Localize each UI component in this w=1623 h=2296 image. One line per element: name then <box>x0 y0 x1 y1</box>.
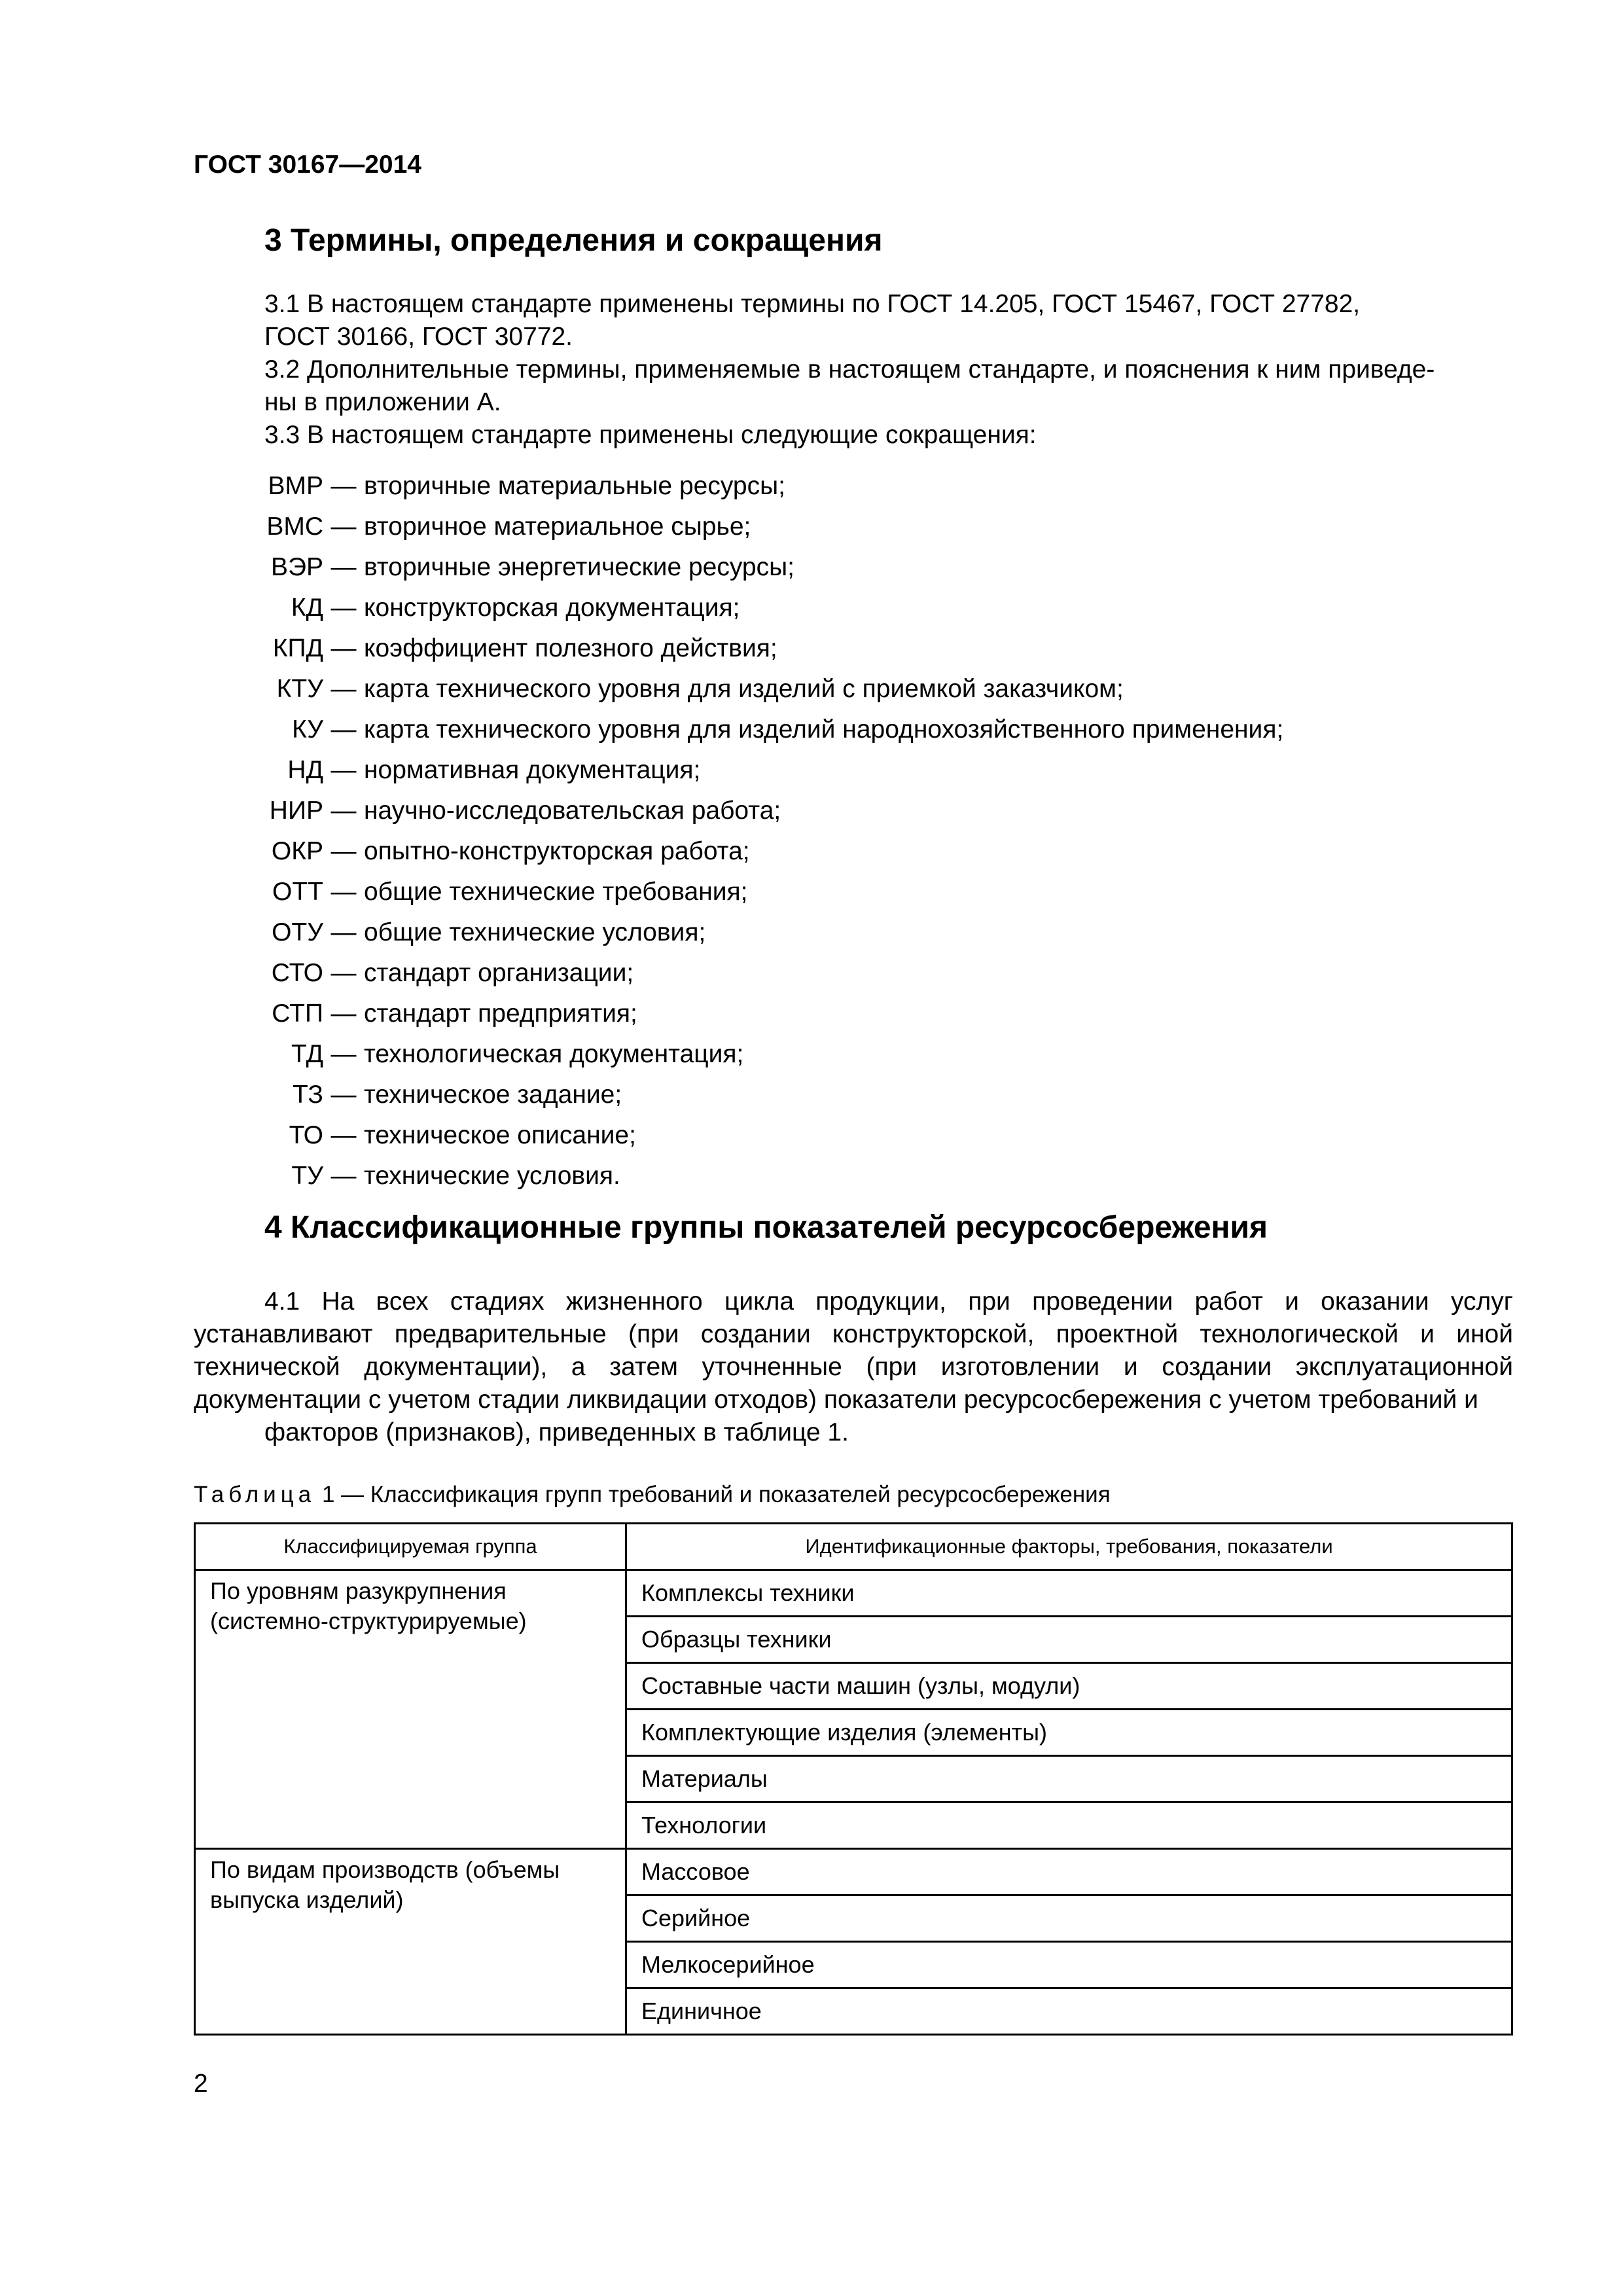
abbreviation-item <box>194 507 1513 547</box>
abbreviation-item <box>194 953 1513 994</box>
table-1 <box>194 1522 1513 2036</box>
abbreviation-definition: технические условия. <box>364 1162 620 1190</box>
paragraph-4-1-last: факторов (признаков), приведенных в таблице 1. <box>264 1418 849 1446</box>
abbreviation-definition: техническое описание; <box>364 1121 636 1149</box>
table-body <box>195 1570 1512 2035</box>
abbreviation-dash: — <box>330 999 357 1028</box>
abbreviation-code: ОТУ <box>272 918 323 946</box>
abbreviation-code: ОТТ <box>272 878 323 906</box>
abbreviation-dash: — <box>330 797 357 825</box>
abbreviation-list <box>194 466 1513 1196</box>
table-group-cell: По уровням разукрупнения (системно-структурируемые) <box>195 1570 626 1849</box>
paragraph-4-1-main: 4.1 На всех стадиях жизненного цикла продукции, при проведении работ и оказании услуг устанавливают предварительные (при создании конструкторской, проектной технологической и иной технической документации), а затем уточненные (при изготовлении и создании эксплуатационной документации с учетом стадии ликвидации отходов) показатели ресурсосбережения с учетом требований и <box>194 1287 1513 1414</box>
document-header: ГОСТ 30167—2014 <box>194 151 421 179</box>
abbreviation-definition: технологическая документация; <box>364 1040 744 1068</box>
abbreviation-definition: общие технические требования; <box>364 878 748 906</box>
table-header-factors: Идентификационные факторы, требования, показатели <box>626 1524 1512 1570</box>
abbreviation-dash: — <box>330 512 357 541</box>
abbreviation-dash: — <box>330 837 357 865</box>
abbreviation-definition: стандарт организации; <box>364 959 634 987</box>
paragraph-3-1-last: ГОСТ 30166, ГОСТ 30772. <box>264 323 573 351</box>
abbreviation-dash: — <box>330 1162 357 1190</box>
abbreviation-item <box>194 669 1513 709</box>
abbreviation-definition: нормативная документация; <box>364 756 701 784</box>
table-1-caption <box>194 1480 1111 1509</box>
abbreviation-definition: стандарт предприятия; <box>364 999 637 1028</box>
abbreviation-definition: карта технического уровня для изделий с приемкой заказчиком; <box>364 675 1124 703</box>
abbreviation-item <box>194 709 1513 750</box>
abbreviation-code: СТП <box>272 999 323 1028</box>
page-number: 2 <box>194 2070 208 2098</box>
table-factor-cell: Мелкосерийное <box>626 1942 1512 1988</box>
abbreviation-code: ОКР <box>271 837 323 865</box>
abbreviation-code: ВМС <box>266 512 323 541</box>
paragraph-3-1 <box>194 288 1513 353</box>
abbreviation-item <box>194 750 1513 791</box>
section-3-title: 3 Термины, определения и сокращения <box>264 223 883 258</box>
abbreviation-dash: — <box>330 715 357 744</box>
abbreviation-dash: — <box>330 1040 357 1068</box>
abbreviation-item <box>194 1115 1513 1156</box>
abbreviation-code: ТД <box>291 1040 323 1068</box>
abbreviation-dash: — <box>330 959 357 987</box>
abbreviation-item <box>194 791 1513 831</box>
table-factor-cell: Единичное <box>626 1988 1512 2035</box>
table-row <box>195 1570 1512 1617</box>
abbreviation-definition: общие технические условия; <box>364 918 706 946</box>
section-4-title: 4 Классификационные группы показателей ресурсосбережения <box>264 1210 1268 1245</box>
abbreviation-definition: конструкторская документация; <box>364 594 740 622</box>
paragraph-3-3: 3.3 В настоящем стандарте применены следующие сокращения: <box>264 421 1037 449</box>
abbreviation-dash: — <box>330 594 357 622</box>
abbreviation-item <box>194 1034 1513 1075</box>
abbreviation-code: ТО <box>289 1121 323 1149</box>
abbreviation-item <box>194 588 1513 628</box>
abbreviation-dash: — <box>330 918 357 946</box>
paragraph-3-1-main: 3.1 В настоящем стандарте применены термины по ГОСТ 14.205, ГОСТ 15467, ГОСТ 27782, <box>264 290 1361 318</box>
abbreviation-code: ВМР <box>268 472 323 500</box>
abbreviation-item <box>194 628 1513 669</box>
paragraph-3-2 <box>194 353 1513 419</box>
abbreviation-item <box>194 1156 1513 1196</box>
paragraph-3-2-main: 3.2 Дополнительные термины, применяемые в настоящем стандарте, и пояснения к ним приведе- <box>264 355 1435 384</box>
table-factor-cell: Серийное <box>626 1895 1512 1942</box>
abbreviation-dash: — <box>330 1081 357 1109</box>
table-header-row <box>195 1524 1512 1570</box>
paragraph-3-2-last: ны в приложении А. <box>264 388 501 416</box>
table-factor-cell: Технологии <box>626 1803 1512 1849</box>
table-factor-cell: Комплектующие изделия (элементы) <box>626 1710 1512 1756</box>
abbreviation-dash: — <box>330 472 357 500</box>
abbreviation-dash: — <box>330 756 357 784</box>
table-caption-text: 1 — Классификация групп требований и показателей ресурсосбережения <box>315 1482 1111 1507</box>
table-factor-cell: Образцы техники <box>626 1617 1512 1663</box>
abbreviation-code: КД <box>291 594 323 622</box>
abbreviation-code: ВЭР <box>270 553 323 581</box>
abbreviation-item <box>194 994 1513 1034</box>
abbreviation-definition: техническое задание; <box>364 1081 622 1109</box>
abbreviation-item <box>194 547 1513 588</box>
abbreviation-definition: карта технического уровня для изделий народнохозяйственного применения; <box>364 715 1284 744</box>
abbreviation-code: ТУ <box>291 1162 323 1190</box>
abbreviation-code: НИР <box>269 797 323 825</box>
abbreviation-code: СТО <box>271 959 323 987</box>
table-factor-cell: Массовое <box>626 1849 1512 1895</box>
abbreviation-definition: вторичное материальное сырье; <box>364 512 751 541</box>
abbreviation-definition: вторичные материальные ресурсы; <box>364 472 785 500</box>
table-caption-label: Таблица <box>194 1482 316 1507</box>
table-row <box>195 1849 1512 1895</box>
paragraph-4-1 <box>194 1285 1513 1449</box>
abbreviation-item <box>194 466 1513 507</box>
table-factor-cell: Комплексы техники <box>626 1570 1512 1617</box>
abbreviation-dash: — <box>330 634 357 662</box>
abbreviation-dash: — <box>330 878 357 906</box>
abbreviation-code: КТУ <box>276 675 323 703</box>
abbreviation-item <box>194 912 1513 953</box>
abbreviation-definition: вторичные энергетические ресурсы; <box>364 553 794 581</box>
abbreviation-item <box>194 1075 1513 1115</box>
abbreviation-dash: — <box>330 1121 357 1149</box>
table-factor-cell: Составные части машин (узлы, модули) <box>626 1663 1512 1710</box>
abbreviation-definition: опытно-конструкторская работа; <box>364 837 750 865</box>
abbreviation-code: КУ <box>292 715 323 744</box>
table-header-group: Классифицируемая группа <box>195 1524 626 1570</box>
table-factor-cell: Материалы <box>626 1756 1512 1803</box>
abbreviation-dash: — <box>330 553 357 581</box>
abbreviation-definition: научно-исследовательская работа; <box>364 797 781 825</box>
abbreviation-code: ТЗ <box>293 1081 323 1109</box>
abbreviation-code: НД <box>287 756 323 784</box>
abbreviation-item <box>194 831 1513 872</box>
abbreviation-code: КПД <box>272 634 323 662</box>
abbreviation-dash: — <box>330 675 357 703</box>
abbreviation-item <box>194 872 1513 912</box>
table-group-cell: По видам производств (объемы выпуска изделий) <box>195 1849 626 2035</box>
abbreviation-definition: коэффициент полезного действия; <box>364 634 777 662</box>
